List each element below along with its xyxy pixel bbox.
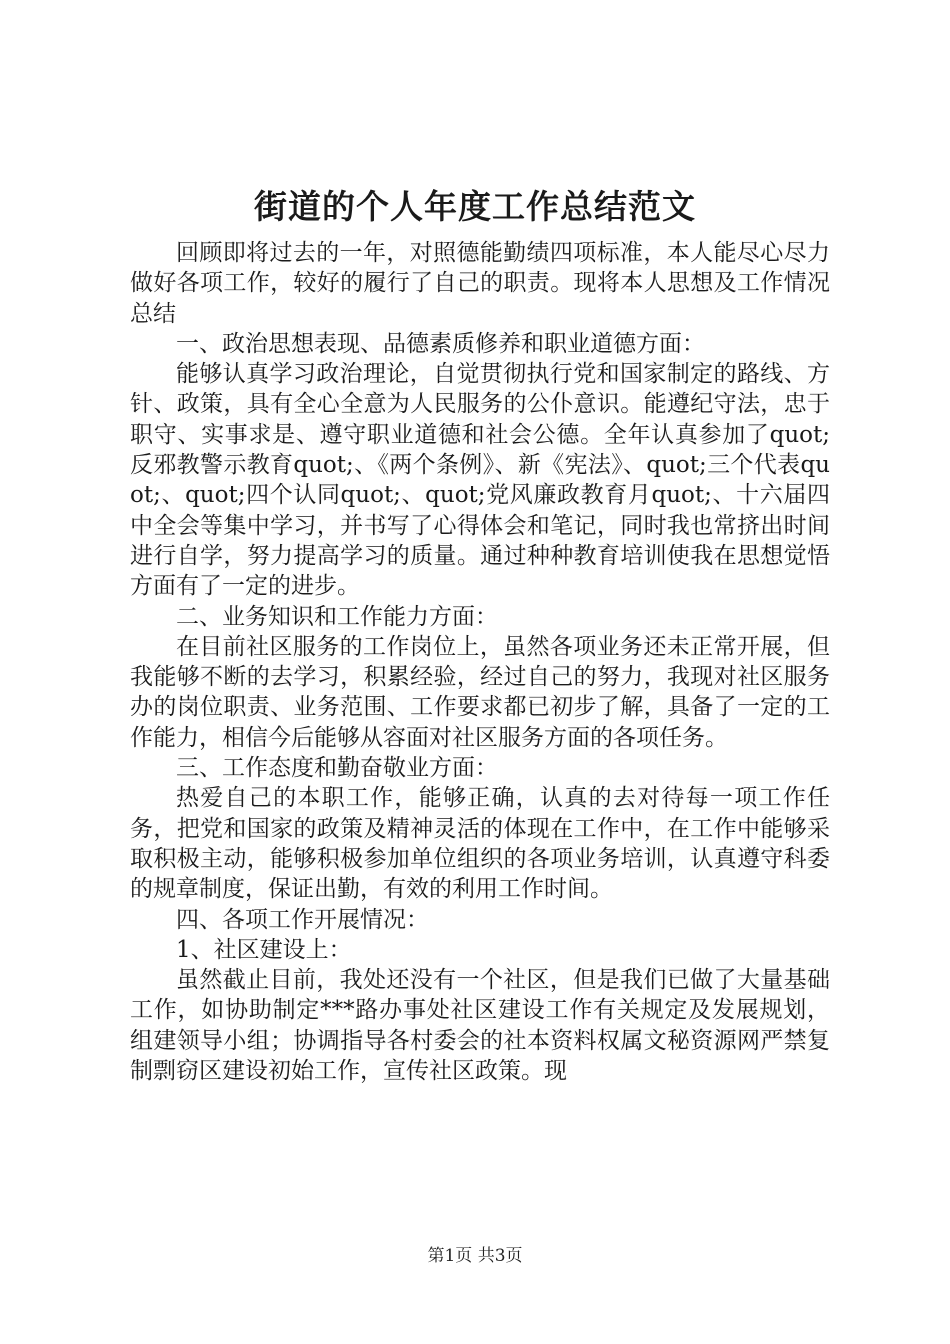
- paragraph-business: 在目前社区服务的工作岗位上，虽然各项业务还未正常开展，但我能够不断的去学习，积累经验，经过自己的努力，我现对社区服务办的岗位职责、业务范围、工作要求都已初步了解，具备了一定的工作能力，相信今后能够从容面对社区服务方面的各项任务。: [130, 633, 830, 751]
- paragraph-community: 虽然截止目前，我处还没有一个社区，但是我们已做了大量基础工作，如协助制定***路办事处社区建设工作有关规定及发展规划，组建领导小组；协调指导各村委会的社本资料权属文秘资源网严禁复制剽窃区建设初始工作，宣传社区政策。现: [130, 967, 830, 1085]
- subsection-heading-community: 1、社区建设上：: [176, 936, 352, 963]
- section-heading-business: 二、业务知识和工作能力方面：: [176, 603, 498, 630]
- page-number-footer: 第1页 共3页: [427, 1246, 523, 1266]
- paragraph-political: 能够认真学习政治理论，自觉贯彻执行党和国家制定的路线、方针、政策，具有全心全意为人民服务的公仆意识。能遵纪守法，忠于职守、实事求是、遵守职业道德和社会公德。全年认真参加了quot;反邪教警示教育quot;、《两个条例》、新《宪法》、quot;三个代表quot;、quot;四个认同quot;、quot;党风廉政教育月quot;、十六届四中全会等集中学习，并书写了心得体会和笔记，同时我也常挤出时间进行自学，努力提高学习的质量。通过种种教育培训使我在思想觉悟方面有了一定的进步。: [130, 361, 830, 600]
- document-title: 街道的个人年度工作总结范文: [254, 187, 696, 226]
- paragraph-attitude: 热爱自己的本职工作，能够正确，认真的去对待每一项工作任务，把党和国家的政策及精神灵活的体现在工作中，在工作中能够采取积极主动，能够积极参加单位组织的各项业务培训，认真遵守科委的规章制度，保证出勤，有效的利用工作时间。: [130, 785, 830, 903]
- paragraph-intro: 回顾即将过去的一年，对照德能勤绩四项标准，本人能尽心尽力做好各项工作，较好的履行了自己的职责。现将本人思想及工作情况总结: [130, 240, 830, 327]
- document-body: [130, 238, 830, 1086]
- section-heading-work: 四、各项工作开展情况：: [176, 906, 429, 933]
- section-heading-attitude: 三、工作态度和勤奋敬业方面：: [176, 755, 498, 782]
- section-heading-political: 一、政治思想表现、品德素质修养和职业道德方面：: [176, 330, 705, 357]
